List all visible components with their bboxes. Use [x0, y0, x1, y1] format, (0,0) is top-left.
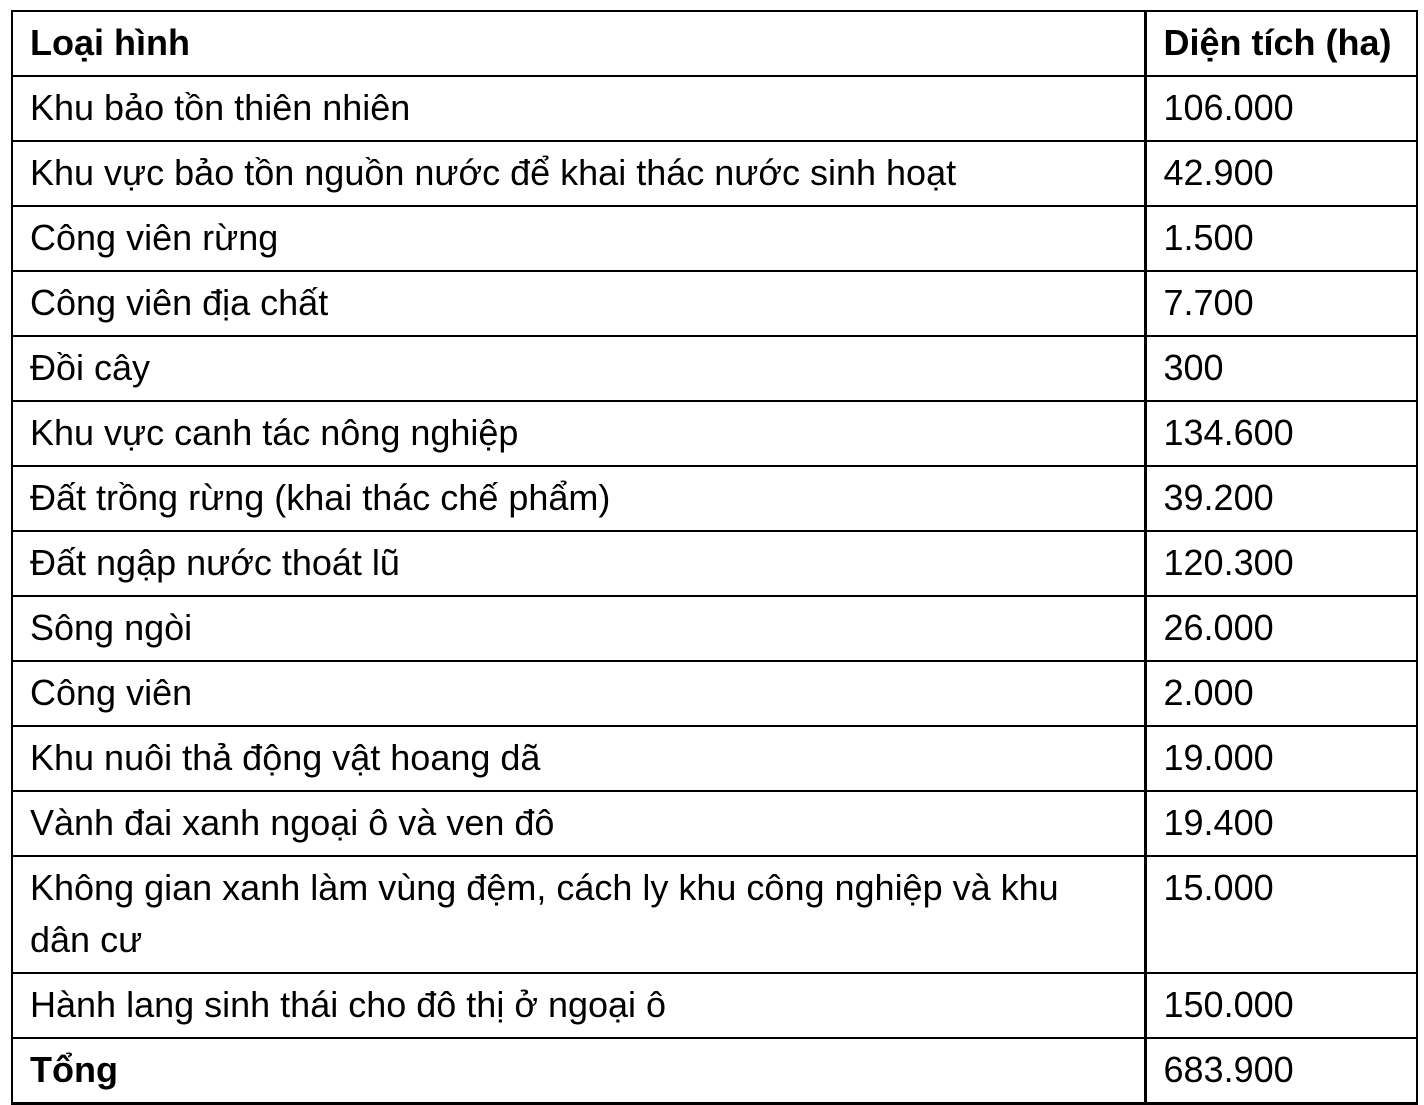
cell-type: Khu nuôi thả động vật hoang dã: [12, 726, 1145, 791]
total-label: Tổng: [12, 1038, 1145, 1104]
cell-type: Khu vực bảo tồn nguồn nước để khai thác nước sinh hoạt: [12, 141, 1145, 206]
cell-area: 15.000: [1145, 856, 1417, 973]
total-area: 683.900: [1145, 1038, 1417, 1104]
cell-area: 106.000: [1145, 76, 1417, 141]
cell-area: 2.000: [1145, 661, 1417, 726]
cell-type: Công viên địa chất: [12, 271, 1145, 336]
table-row: [12, 726, 1417, 791]
cell-area: 150.000: [1145, 973, 1417, 1038]
cell-area: 42.900: [1145, 141, 1417, 206]
cell-type: Hành lang sinh thái cho đô thị ở ngoại ô: [12, 973, 1145, 1038]
table-row: [12, 401, 1417, 466]
cell-type: Khu bảo tồn thiên nhiên: [12, 76, 1145, 141]
cell-type: Công viên: [12, 661, 1145, 726]
table-row: [12, 466, 1417, 531]
total-row: [12, 1038, 1417, 1104]
cell-type: Vành đai xanh ngoại ô và ven đô: [12, 791, 1145, 856]
header-area: Diện tích (ha): [1145, 11, 1417, 76]
cell-area: 19.000: [1145, 726, 1417, 791]
cell-area: 39.200: [1145, 466, 1417, 531]
table-row: [12, 271, 1417, 336]
cell-type: Đất ngập nước thoát lũ: [12, 531, 1145, 596]
table-row: [12, 206, 1417, 271]
cell-area: 134.600: [1145, 401, 1417, 466]
cell-type: Đồi cây: [12, 336, 1145, 401]
table-header: [12, 11, 1417, 76]
table-row: [12, 791, 1417, 856]
cell-area: 120.300: [1145, 531, 1417, 596]
table-row: [12, 596, 1417, 661]
table-row: [12, 76, 1417, 141]
cell-type: Không gian xanh làm vùng đệm, cách ly khu công nghiệp và khu dân cư: [12, 856, 1145, 973]
cell-type: Công viên rừng: [12, 206, 1145, 271]
table-row: [12, 661, 1417, 726]
cell-area: 26.000: [1145, 596, 1417, 661]
table-row: [12, 336, 1417, 401]
table-row: [12, 531, 1417, 596]
cell-area: 300: [1145, 336, 1417, 401]
table-body: [12, 76, 1417, 1104]
cell-area: 19.400: [1145, 791, 1417, 856]
area-table: [11, 10, 1418, 1105]
header-type: Loại hình: [12, 11, 1145, 76]
table-row: [12, 141, 1417, 206]
header-row: [12, 11, 1417, 76]
cell-area: 7.700: [1145, 271, 1417, 336]
cell-area: 1.500: [1145, 206, 1417, 271]
cell-type: Sông ngòi: [12, 596, 1145, 661]
table-row: [12, 973, 1417, 1038]
cell-type: Khu vực canh tác nông nghiệp: [12, 401, 1145, 466]
cell-type: Đất trồng rừng (khai thác chế phẩm): [12, 466, 1145, 531]
table-row: [12, 856, 1417, 973]
